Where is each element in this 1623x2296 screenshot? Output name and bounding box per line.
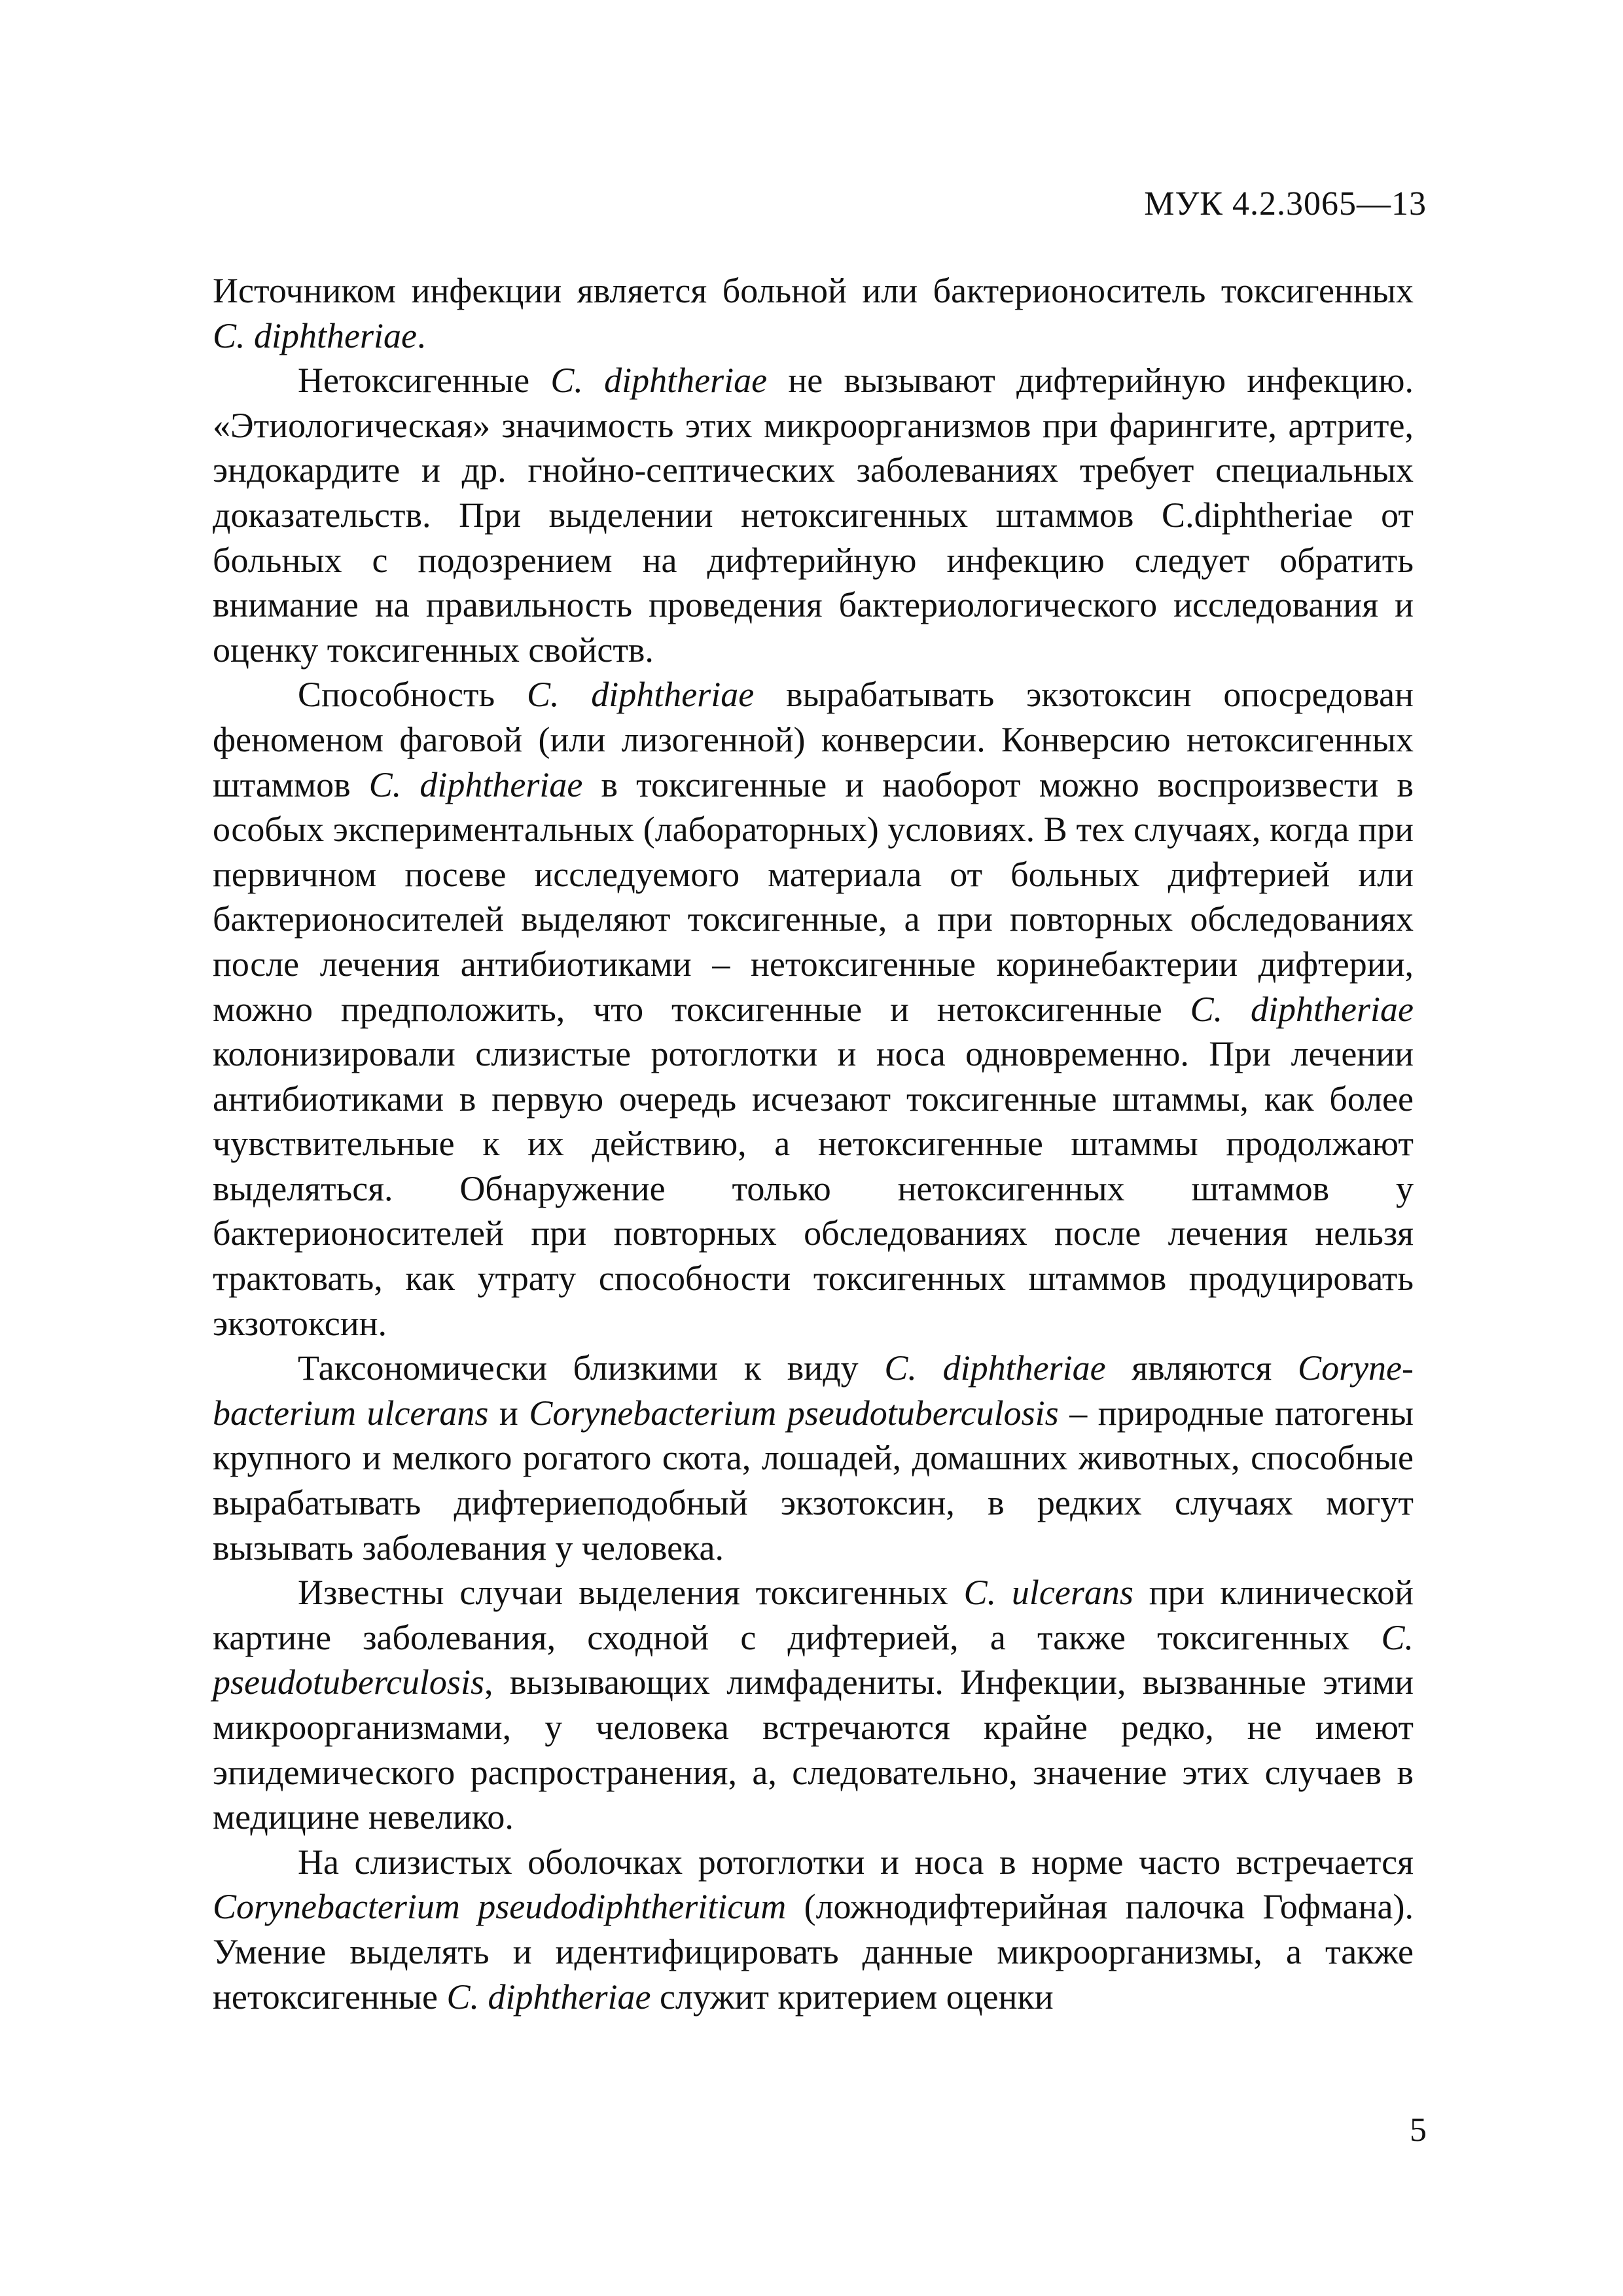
text-run: являются <box>1105 1348 1298 1388</box>
text-run: Таксономически близкими к виду <box>298 1348 885 1388</box>
species-name: C. diphtheriae <box>1190 989 1414 1029</box>
species-name: C. pseudotuberculosis <box>213 1617 1414 1702</box>
document-code-header: МУК 4.2.3065—13 <box>1144 185 1427 223</box>
text-run: – природные патогены крупного и мелкого рогатого скота, лошадей, домашних животных, способные вырабатывать дифтериеподобный экзотоксин, в редких случаях могут вызывать заболевания у человека. <box>213 1393 1414 1568</box>
text-run: На слизистых оболочках ротоглотки и носа в норме часто встречается <box>298 1842 1414 1882</box>
species-name: Corynebacterium pseudotuberculosis <box>529 1393 1059 1433</box>
paragraph-ulcerans-cases <box>213 1570 1414 1840</box>
species-name: C. diphtheriae <box>884 1348 1106 1388</box>
text-run: колонизировали слизистые ротоглотки и носа одновременно. При лечении антибиотиками в первую очередь исчезают токсигенные штаммы, как более чувствительные к их действию, а нетоксигенные штаммы продолжают выделяться. Обнаружение только нетоксигенных штаммов у бактерионосителей при повторных обследованиях после лечения нельзя трактовать, как утрату способности токсигенных штаммов продуцировать экзотоксин. <box>213 1034 1414 1343</box>
text-run: и <box>488 1393 529 1433</box>
species-name: C. diphtheriae <box>446 1977 651 2017</box>
species-name: C. diphtheriae <box>526 675 755 715</box>
page-number: 5 <box>1410 2111 1427 2149</box>
document-body <box>213 268 1414 2019</box>
text-run: Источником инфекции является больной или бактерионоситель токсигенных <box>213 271 1414 310</box>
paragraph-infection-source <box>213 268 1414 358</box>
text-run: не вызывают дифтерийную инфекцию. «Этиологическая» значимость этих микроорганизмов при фарингите, артрите, эндокардите и др. гнойно-септических заболеваниях требует специальных доказательств. При выделении нетоксигенных штаммов C.diphtheriae от больных с подозрением на дифтерийную инфекцию следует обратить внимание на правильность проведения бактериологического исследования и оценку токсигенных свойств. <box>213 361 1414 670</box>
paragraph-taxonomy <box>213 1346 1414 1570</box>
paragraph-phage-conversion <box>213 672 1414 1346</box>
text-run: (ложнодифтерийная палочка Гофмана). Умение выделять и идентифицировать данные микроорганизмы, а также нетоксигенные <box>213 1887 1414 2017</box>
text-run: служит критерием оценки <box>651 1977 1054 2017</box>
species-name: C. ulcerans <box>963 1573 1133 1613</box>
text-run: Известны случаи выделения токсигенных <box>298 1573 964 1613</box>
text-run: Способность <box>298 675 527 715</box>
text-run: в токсигенные и наоборот можно воспроизвести в особых экспериментальных (лабораторных) условиях. В тех случаях, когда при первичном посеве исследуемого материала от больных дифтерией или бактерионосителей выделяют токсигенные, а при повторных обследованиях после лечения антибиотиками – нетоксигенные коринебактерии дифтерии, можно предположить, что токсигенные и нетоксигенные <box>213 764 1414 1029</box>
species-name: C. diphtheriae <box>368 764 583 804</box>
text-run: Нетоксигенные <box>298 361 551 401</box>
text-run: . <box>416 315 426 355</box>
paragraph-pseudodiphtheriticum <box>213 1840 1414 2019</box>
species-name: Corynebacterium ulcerans <box>213 1348 1414 1433</box>
paragraph-nontoxigenic <box>213 358 1414 672</box>
species-name: C. diphtheriae <box>213 315 417 355</box>
text-run: , вызывающих лимфадениты. Инфекции, вызванные этими микроорганизмами, у человека встречаются крайне редко, не имеют эпидемического распространения, а, следовательно, значение этих случаев в медицине невелико. <box>213 1662 1414 1837</box>
text-run: вырабатывать экзотоксин опосредован феноменом фаговой (или лизогенной) конверсии. Конверсию нетоксигенных штаммов <box>213 675 1414 804</box>
species-name: Corynebacterium pseudodiphtheriticum <box>213 1887 787 1927</box>
text-run: при клинической картине заболевания, сходной с дифтерией, а также токсигенных <box>213 1573 1414 1657</box>
species-name: C. diphtheriae <box>550 361 768 401</box>
